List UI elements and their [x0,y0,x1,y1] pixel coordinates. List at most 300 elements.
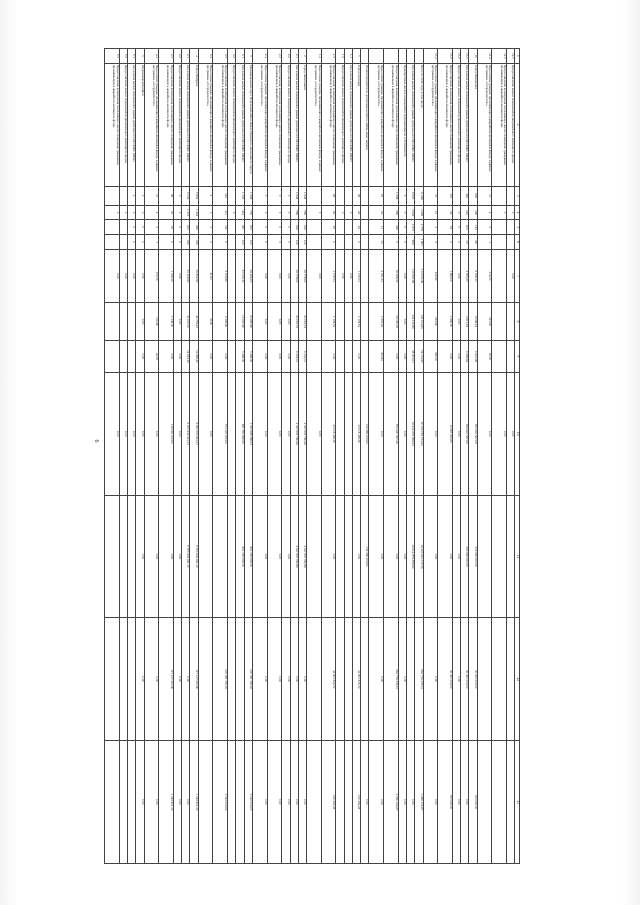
row-label-cell: Предоставление жилых помещений муниципального жилищного фонда [453,63,461,186]
column-header: 2 [515,63,520,186]
row-label-cell: Расселение жилых помещений в рамках деятельности ПО ФЖС ЯНАО [344,63,352,186]
value-cell: 616 [290,220,298,235]
value-cell [307,495,322,618]
value-cell: 0,00 [398,741,406,864]
value-cell [236,741,244,864]
table-row [453,49,461,864]
value-cell: 9 635 [407,186,415,205]
value-cell: 0,00 [298,618,306,741]
value-cell [507,302,515,340]
value-cell [105,302,120,340]
value-cell [105,186,120,205]
value-cell [336,186,344,205]
value-cell: 0,00 [136,341,144,373]
value-cell [119,186,127,205]
value-cell [361,250,369,303]
value-cell: 142 [461,205,469,220]
value-cell: 0,00 [453,618,461,741]
value-cell: 41,00 [198,250,213,303]
value-cell: 5 498,38 [236,341,244,373]
row-label-cell: Переселение граждан, проживающих в аварийном жилищном фонде, в рамках программы «Сотрудничество» [477,63,492,186]
value-cell [228,372,236,495]
value-cell: 0,00 [453,302,461,340]
value-cell: 0 [173,220,181,235]
value-cell: 111 [213,205,228,220]
value-cell: 963 776 378,10 [384,618,399,741]
value-cell: 23 985,80 [244,302,252,340]
value-cell: 379 962 587,08 [469,495,477,618]
value-cell: 189 [469,205,477,220]
value-cell [228,302,236,340]
value-cell [492,495,507,618]
value-cell: 4 [477,205,492,220]
table-row [173,49,181,864]
row-number-cell [361,49,369,64]
row-number-cell: 2.2 [282,49,290,64]
value-cell: 14 096,40 [190,341,198,373]
value-cell [344,186,352,205]
value-cell: 0,00 [344,250,352,303]
table-row [105,49,120,864]
value-cell: 8 705 942 921,17 [182,495,190,618]
row-label-cell: Город Салехард [352,63,360,186]
value-cell: 786 [290,205,298,220]
row-label-cell: Расселение жилых помещений в рамках деятельности ПО ФЖС ЯНАО [236,63,244,186]
row-number-cell: 5 [136,49,144,64]
value-cell: 2 776 [415,220,423,235]
value-cell [119,220,127,235]
value-cell: 0 [213,235,228,250]
value-cell [128,302,136,340]
row-number-cell: 13.2 [453,49,461,64]
value-cell [105,495,120,618]
table-row [244,49,252,864]
table-row [507,49,515,864]
value-cell: 0 [282,220,290,235]
value-cell: 0,00 [136,618,144,741]
value-cell: 11 085 300,00 [438,372,453,495]
value-cell: 0,00 [213,341,228,373]
value-cell: 1 179,54 [321,250,336,303]
table-row [267,49,282,864]
value-cell: 0,00 [384,341,399,373]
value-cell [344,618,352,741]
value-cell [344,302,352,340]
value-cell: 0 [267,220,282,235]
table-row [236,49,244,864]
value-cell: 17 835,90 [236,302,244,340]
value-cell [344,220,352,235]
value-cell: 0,00 [398,372,406,495]
table-row [298,49,306,864]
row-number-cell: 2.3 [267,49,282,64]
value-cell: 110 807,96 [407,250,415,303]
value-cell [336,341,344,373]
row-number-cell: 1.4 [307,49,322,64]
value-cell: 1 [198,205,213,220]
value-cell: 0 [282,235,290,250]
value-cell: 0 [128,235,136,250]
value-cell [344,741,352,864]
value-cell [361,186,369,205]
row-label-cell: Всего по 2020 году, в том числе: [415,63,423,186]
value-cell: 0 [398,220,406,235]
value-cell: 8 728,17 [469,250,477,303]
row-label-cell: Предоставление жилых помещений муниципального жилищного фонда [228,63,236,186]
row-number-cell: 3 [244,49,252,64]
value-cell: 0 [252,186,267,205]
rotated-table-container [104,48,520,864]
value-cell: 11 [477,186,492,205]
table-row [415,49,423,864]
value-cell [492,302,507,340]
row-number-cell [415,49,423,64]
value-cell: 0,00 [438,495,453,618]
value-cell [492,741,507,864]
value-cell: 1 548,30 [159,250,174,303]
value-cell: 655 220 367,46 [384,372,399,495]
value-cell: 22 [352,220,360,235]
value-cell: 4 327 891 790,86 [298,372,306,495]
row-number-cell: 5.1 [128,49,136,64]
value-cell: 786 [298,205,306,220]
row-label-cell: Предоставление жилых помещений муниципального жилищного фонда [173,63,181,186]
table-row [290,49,298,864]
value-cell: 20 050 083 274,22 [415,372,423,495]
table-row [477,49,492,864]
value-cell [236,618,244,741]
value-cell: 8 700 942 921,17 [190,495,198,618]
value-cell: 0,00 [453,372,461,495]
value-cell: 0 [198,235,213,250]
page-number: 6 [93,439,99,443]
value-cell: 68 [321,186,336,205]
value-cell: 0,00 [173,341,181,373]
row-label-cell: Предоставление возмещения за изымаемое жилое помещение гражданам, проживающим в аварийном жилищном фонде [438,63,453,186]
value-cell: 13 [369,235,384,250]
value-cell: 14 053,70 [182,341,190,373]
value-cell: 0,00 [507,250,515,303]
table-row [190,49,198,864]
value-cell: 36 778,02 [290,250,298,303]
value-cell: 0 [453,220,461,235]
value-cell: 0,00 [119,372,127,495]
value-cell: 86 [469,235,477,250]
value-cell: 3 [144,220,159,235]
value-cell: 0,00 [282,495,290,618]
value-cell: 0,00 [267,741,282,864]
value-cell: 0,00 [159,341,174,373]
value-cell: 117 137 218,80 [190,618,198,741]
header-row [515,49,520,864]
value-cell: 0,00 [298,741,306,864]
value-cell [228,495,236,618]
value-cell: 111 [213,220,228,235]
value-cell: 22 [321,205,336,220]
value-cell: 0,00 [173,741,181,864]
value-cell: 433,82 [369,341,384,373]
column-header: 6 [515,235,520,250]
value-cell: 0,00 [398,495,406,618]
value-cell: 0,00 [423,741,438,864]
value-cell: 0 [398,205,406,220]
value-cell: 0,00 [173,618,181,741]
value-cell [492,618,507,741]
value-cell: 99 [159,186,174,205]
table-row [344,49,352,864]
value-cell: 0,00 [453,341,461,373]
table-row [252,49,267,864]
value-cell: 19 223 094 317,56 [415,495,423,618]
table-body [105,49,515,864]
value-cell: 0 [282,205,290,220]
value-cell [336,741,344,864]
value-cell [344,495,352,618]
value-cell: 4 369,84 [461,341,469,373]
row-number-cell: 12.3 [492,49,507,64]
value-cell: 0,00 [369,372,384,495]
value-cell: 0,00 [307,372,322,495]
row-label-cell: Предоставление возмещения за изымаемое жилое помещение гражданам, проживающим в аварийном жилищном фонде [321,63,336,186]
value-cell: 1 848 [298,186,306,205]
value-cell [105,618,120,741]
row-label-cell: Переселение граждан, проживающих в аварийном жилищном фонде, в рамках программы «Сотрудничество» [369,63,384,186]
value-cell: 366 943 587,08 [461,372,469,495]
row-number-cell: 5.3 [105,49,120,64]
column-header: 7 [515,250,520,303]
value-cell: 133 124,85 [415,302,423,340]
value-cell [507,341,515,373]
value-cell: 30 300 000,00 [438,618,453,741]
table-row [307,49,322,864]
value-cell: 4 955,23 [461,250,469,303]
row-number-cell: 1.1 [344,49,352,64]
value-cell: 143 [244,235,252,250]
row-label-cell: Переселение граждан, проживающих в аварийном жилищном фонде, в рамках программы «Сотрудничество» [307,63,322,186]
value-cell [492,220,507,235]
value-cell: 0,00 [144,372,159,495]
value-cell: 19 174,97 [415,341,423,373]
table-row [369,49,384,864]
value-cell [128,741,136,864]
value-cell: 44 607 843,72 [321,618,336,741]
value-cell: 346 [384,220,399,235]
row-label-cell: Предоставление жилых помещений муниципального жилищного фонда [336,63,344,186]
value-cell: 0,00 [477,372,492,495]
value-cell: 0 [267,235,282,250]
row-label-cell: Переселение граждан, проживающих в аварийном жилищном фонде, в рамках программы «Сотрудничество» [198,63,213,186]
value-cell: 44 607 843,72 [352,618,360,741]
value-cell: 34 [438,220,453,235]
value-cell: 0,00 [136,250,144,303]
value-cell: 0,00 [182,741,190,864]
value-cell: 1 860,00 [438,302,453,340]
value-cell: 0,00 [384,495,399,618]
value-cell [477,618,492,741]
value-cell: 224,80 [423,302,438,340]
value-cell: 30 053,74 [290,302,298,340]
value-cell: 1 182 901,30 [159,741,174,864]
value-cell: 1 294 [190,205,198,220]
value-cell: 0 [252,220,267,235]
value-cell: 0,00 [173,250,181,303]
row-number-cell [398,49,406,64]
row-label-cell: Расселение жилых помещений в рамках деятельности ПО ФЖС ЯНАО [407,63,415,186]
value-cell [228,186,236,205]
row-number-cell: 3.3 [213,49,228,64]
row-number-cell: 3.1 [236,49,244,64]
value-cell: 34 [438,205,453,220]
value-cell [336,618,344,741]
row-number-cell [384,49,399,64]
value-cell: 68 [352,186,360,205]
value-cell: 30 053,74 [298,302,306,340]
value-cell: 616 [298,220,306,235]
value-cell: 132,80 [144,302,159,340]
value-cell: 0,00 [398,250,406,303]
row-number-cell: 2.4 [252,49,267,64]
value-cell [228,341,236,373]
document-sheet [104,48,520,864]
value-cell [198,495,213,618]
value-cell [105,741,120,864]
value-cell [228,235,236,250]
row-number-cell: 3.2 [228,49,236,64]
value-cell: 4 327 891 790,86 [290,495,298,618]
value-cell [119,495,127,618]
row-number-cell: 13.3 [438,49,453,64]
row-number-cell: 1.2 [336,49,344,64]
value-cell: 0,00 [438,341,453,373]
row-label-cell: Город Новоазовск [469,63,477,186]
value-cell: 0,00 [352,341,360,373]
value-cell [507,495,515,618]
value-cell [105,235,120,250]
value-cell: 0 [398,186,406,205]
value-cell: 700 000,00 [438,741,453,864]
value-cell: 1 257 [182,205,190,220]
row-number-cell: 4 [190,49,198,64]
value-cell [105,220,120,235]
value-cell: 6 724,31 [298,341,306,373]
column-header: 13 [515,741,520,864]
value-cell: 0,00 [252,495,267,618]
value-cell: 0,00 [369,618,384,741]
value-cell: 0 [453,205,461,220]
value-cell: 27 [423,186,438,205]
value-cell: 0,00 [144,495,159,618]
value-cell: 41 035,30 [182,302,190,340]
value-cell: 1 066 [244,186,252,205]
table-row [144,49,159,864]
value-cell: 0,00 [136,741,144,864]
value-cell: 0,00 [267,618,282,741]
value-cell: 370 581 700,00 [213,618,228,741]
column-header: 11 [515,495,520,618]
value-cell: 463 [461,186,469,205]
value-cell [361,220,369,235]
value-cell: 0 [438,235,453,250]
value-cell: 981 765 098,56 [236,372,244,495]
value-cell: 0,00 [321,495,336,618]
value-cell: 42,70 [144,341,159,373]
value-cell: 0,00 [423,495,438,618]
value-cell [361,618,369,741]
value-cell: 606 [469,186,477,205]
column-header: 8 [515,302,520,340]
table-row [321,49,336,864]
row-label-cell: Предоставление возмещения за изымаемое жилое помещение гражданам, проживающим в аварийном жилищном фонде [105,63,120,186]
row-number-cell: 1.3 [321,49,336,64]
row-label-cell: Предоставление жилых помещений муниципального жилищного фонда [282,63,290,186]
value-cell: 1 848 [290,186,298,205]
value-cell: 0 [492,205,507,220]
row-label-cell: Переселение граждан, проживающих в аварийном жилищном фонде, в рамках программы «Сотрудничество» [252,63,267,186]
value-cell: 0,00 [453,741,461,864]
value-cell: 989 [407,235,415,250]
value-cell: 117 137 218,80 [159,618,174,741]
row-label-cell: Расселение жилых помещений в рамках деятельности ПО ФЖС ЯНАО [461,63,469,186]
value-cell: 0 [173,205,181,220]
table-row [384,49,399,864]
value-cell: 41,00 [198,302,213,340]
value-cell: 2 371,24 [369,250,384,303]
value-cell: 56 802,60 [190,250,198,303]
value-cell: 0 [136,186,144,205]
value-cell: 0,00 [267,372,282,495]
value-cell: 143 [236,235,244,250]
value-cell: 0,00 [105,372,120,495]
value-cell: 0,00 [336,250,344,303]
row-number-cell: 2 [298,49,306,64]
value-cell: 0 [136,220,144,235]
value-cell [228,250,236,303]
value-cell: 6 724,31 [290,341,298,373]
value-cell: 381 [236,220,244,235]
column-header: 1 [515,49,520,64]
value-cell: 0 [228,205,236,220]
row-number-cell: 1 [352,49,360,64]
value-cell [228,220,236,235]
column-header: 9 [515,341,520,373]
value-cell: 370 581 700,00 [244,618,252,741]
row-label-cell: Предоставление жилых помещений муниципального жилищного фонда [119,63,127,186]
column-header: 12 [515,618,520,741]
row-label-cell: Город Лабытнанги [298,63,306,186]
value-cell: 0,00 [282,250,290,303]
row-label-cell: Расселение жилых помещений в рамках деятельности ПО ФЖС ЯНАО [290,63,298,186]
value-cell: 3 286 150,87 [415,741,423,864]
value-cell [344,235,352,250]
value-cell: 0 [507,205,515,220]
value-cell: 1 [144,235,159,250]
value-cell [198,741,213,864]
value-cell: 948 [190,220,198,235]
value-cell: 175,50 [144,250,159,303]
value-cell: 0,00 [423,618,438,741]
row-number-cell: 4.4 [144,49,159,64]
value-cell: 0,00 [252,741,267,864]
value-cell [307,186,322,205]
value-cell: 67,30 [477,341,492,373]
table-row [159,49,174,864]
value-cell: 346 [190,235,198,250]
row-number-cell: 12.4 [477,49,492,64]
value-cell: 981 765 098,56 [244,495,252,618]
row-label-cell: Предоставление возмещения за изымаемое жилое помещение гражданам, проживающим в аварийном жилищном фонде [213,63,228,186]
table-row [352,49,360,864]
value-cell: 374 123 700,00 [213,372,228,495]
